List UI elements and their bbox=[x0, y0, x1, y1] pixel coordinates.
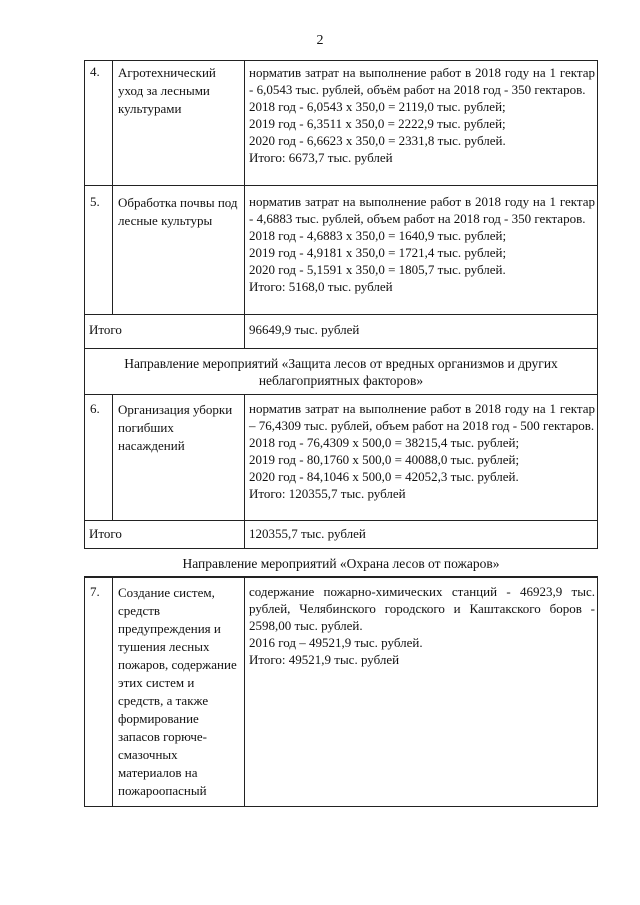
row-total-line: Итого: 5168,0 тыс. рублей bbox=[249, 279, 393, 294]
calc-line: 2018 год - 6,0543 х 350,0 = 2119,0 тыс. рублей; bbox=[249, 99, 506, 114]
row-total-line: Итого: 120355,7 тыс. рублей bbox=[249, 486, 406, 501]
table-row-5 bbox=[84, 186, 598, 315]
calc-line: 2016 год – 49521,9 тыс. рублей. bbox=[249, 635, 423, 650]
calc-line: 2019 год - 6,3511 х 350,0 = 2222,9 тыс. рублей; bbox=[249, 116, 506, 131]
cost-norm-text: норматив затрат на выполнение работ в 2018 году на 1 гектар - 6,0543 тыс. рублей, объём работ на 2018 год - 350 гектаров. bbox=[249, 65, 595, 97]
row-number: 4. bbox=[85, 61, 113, 185]
total-value: 96649,9 тыс. рублей bbox=[249, 322, 360, 337]
table-row-7 bbox=[84, 577, 598, 807]
row-number: 7. bbox=[85, 578, 113, 806]
cost-norm-text: норматив затрат на выполнение работ в 2018 году на 1 гектар – 76,4309 тыс. рублей, объем работ на 2018 год - 500 гектаров. bbox=[249, 401, 595, 433]
activity-name: Организация уборки погибших насаждений bbox=[113, 395, 245, 520]
cost-norm-text: содержание пожарно-химических станций - 46923,9 тыс. рублей, Челябинского городского и Каштакского боров - 2598,00 тыс. рублей. bbox=[249, 584, 595, 633]
cost-description bbox=[245, 61, 597, 170]
activity-name: Агротехнический уход за лесными культурами bbox=[113, 61, 245, 185]
budget-table bbox=[84, 60, 598, 807]
total-row bbox=[84, 315, 598, 349]
page-number: 2 bbox=[316, 33, 324, 48]
activity-name: Создание систем, средств предупреждения и тушения лесных пожаров, содержание этих систем и средств, а также формирование запасов горюче-смазочных материалов на пожароопасный bbox=[113, 578, 245, 806]
total-label: Итого bbox=[85, 521, 245, 548]
row-total-line: Итого: 49521,9 тыс. рублей bbox=[249, 652, 400, 667]
calc-line: 2020 год - 6,6623 х 350,0 = 2331,8 тыс. рублей. bbox=[249, 133, 506, 148]
row-number: 6. bbox=[85, 395, 113, 520]
cost-description bbox=[245, 395, 597, 506]
row-total-line: Итого: 6673,7 тыс. рублей bbox=[249, 150, 393, 165]
cost-description bbox=[245, 186, 597, 299]
total-label: Итого bbox=[85, 315, 245, 348]
calc-line: 2019 год - 80,1760 х 500,0 = 40088,0 тыс. рублей; bbox=[249, 452, 520, 467]
activity-name: Обработка почвы под лесные культуры bbox=[113, 186, 245, 314]
total-row bbox=[84, 521, 598, 549]
calc-line: 2020 год - 84,1046 х 500,0 = 42052,3 тыс. рублей. bbox=[249, 469, 519, 484]
total-value: 120355,7 тыс. рублей bbox=[249, 526, 366, 541]
calc-line: 2018 год - 76,4309 х 500,0 = 38215,4 тыс. рублей; bbox=[249, 435, 520, 450]
cost-description bbox=[245, 578, 597, 672]
cost-norm-text: норматив затрат на выполнение работ в 2018 году на 1 гектар - 4,6883 тыс. рублей, объем работ на 2018 год - 350 гектаров. bbox=[249, 194, 595, 226]
calc-line: 2019 год - 4,9181 х 350,0 = 1721,4 тыс. рублей; bbox=[249, 245, 507, 260]
calc-line: 2018 год - 4,6883 х 350,0 = 1640,9 тыс. рублей; bbox=[249, 228, 507, 243]
table-row-4 bbox=[84, 60, 598, 186]
section-heading: Направление мероприятий «Охрана лесов от пожаров» bbox=[84, 549, 598, 577]
calc-line: 2020 год - 5,1591 х 350,0 = 1805,7 тыс. рублей. bbox=[249, 262, 506, 277]
section-heading: Направление мероприятий «Защита лесов от вредных организмов и других неблагоприятных факторов» bbox=[84, 349, 598, 395]
row-number: 5. bbox=[85, 186, 113, 314]
table-row-6 bbox=[84, 395, 598, 521]
